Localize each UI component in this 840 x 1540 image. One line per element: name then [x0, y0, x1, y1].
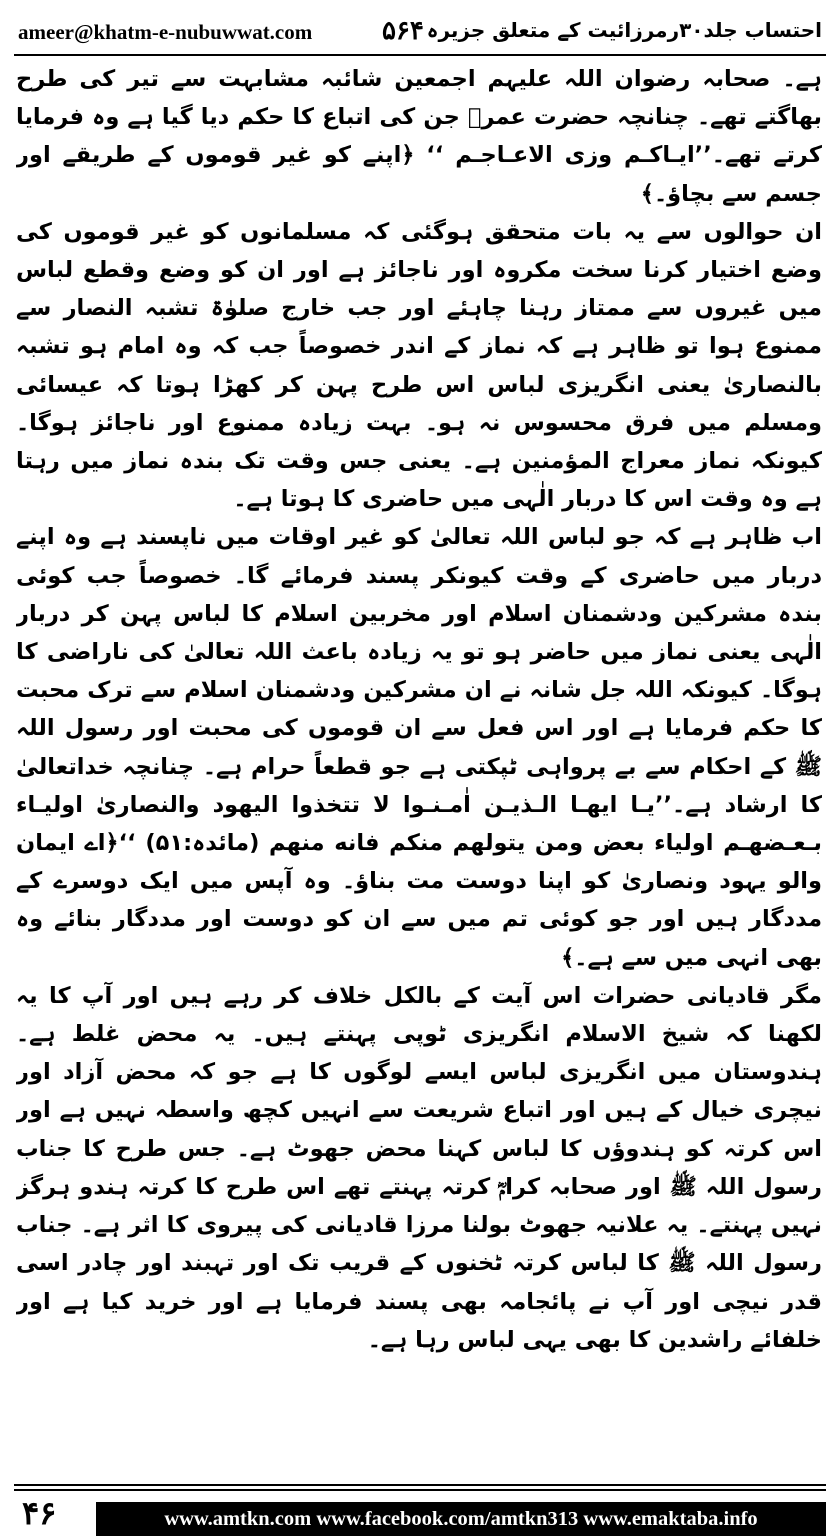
body-text	[16, 60, 822, 1472]
page-footer	[14, 1496, 826, 1538]
page-number: ۵۶۴	[382, 16, 424, 46]
paragraph-2: ان حوالوں سے یہ بات متحقق ہوگئی کہ مسلمانوں کو غیر قوموں کی وضع اختیار کرنا سخت مکروہ اور ناجائز ہے اور ان کو وضع وقطع لباس میں غیروں سے ممتاز رہنا چاہئے اور جب خارج صلوٰۃ تشبہ النصار سے ممنوع ہوا تو ظاہر ہے کہ نماز کے اندر خصوصاً جب کہ وہ امام ہو تشبہ بالنصاریٰ یعنی انگریزی لباس اس طرح پہن کر کھڑا ہوتا کہ عیسائی ومسلم میں فرق محسوس نہ ہو۔ بہت زیادہ ممنوع اور ناجائز ہوگا۔ کیونکہ نماز معراج المؤمنین ہے۔ یعنی جس وقت تک بندہ نماز میں رہتا ہے وہ وقت اس کا دربار الٰہی میں حاضری کا ہوتا ہے۔	[16, 218, 822, 513]
folio-number: ۴۶	[22, 1494, 57, 1532]
page-header	[14, 8, 826, 52]
paragraph-4: مگر قادیانی حضرات اس آیت کے بالکل خلاف کر رہے ہیں اور آپ کا یہ لکھنا کہ شیخ الاسلام انگریزی ٹوپی پہنتے ہیں۔ یہ محض غلط ہے۔ ہندوستان میں انگریزی لباس ایسے لوگوں کا ہے جو کہ محض آزاد اور نیچری خیال کے ہیں اور اتباع شریعت سے انہیں کچھ واسطہ نہیں ہے اور اس کرتہ کو ہندوؤں کا لباس کہنا محض جھوٹ ہے۔ جس طرح کا جناب رسول اللہ ﷺ اور صحابہ کرامؓ کرتہ پہنتے تھے اس طرح کا کرتہ ہندو ہرگز نہیں پہنتے۔ یہ علانیہ جھوٹ بولنا مرزا قادیانی کی پیروی کا اثر ہے۔ جناب رسول اللہ ﷺ کا لباس کرتہ ٹخنوں کے قریب تک اور تہبند اور چادر اسی قدر نیچی اور آپ نے پائجامہ بھی پسند فرمایا ہے اور خرید کیا ہے اور خلفائے راشدین کا بھی یہی لباس رہا ہے۔	[16, 982, 822, 1353]
website-banner: www.amtkn.com www.facebook.com/amtkn313 www.emaktaba.info	[96, 1502, 826, 1536]
header-rule	[14, 54, 826, 56]
email-address: ameer@khatm-e-nubuwwat.com	[18, 20, 313, 44]
paragraph-3: اب ظاہر ہے کہ جو لباس اللہ تعالیٰ کو غیر اوقات میں ناپسند ہے وہ اپنے دربار میں حاضری کے وقت کیونکر پسند فرمائے گا۔ خصوصاً جب کوئی بندہ مشرکین ودشمنان اسلام اور مخربین اسلام کا لباس پہن کر دربار الٰہی یعنی نماز میں حاضر ہو تو یہ زیادہ باعث اللہ تعالیٰ کی ناراضی کا ہوگا۔ کیونکہ اللہ جل شانہ نے ان مشرکین ودشمنان اسلام سے ترک محبت کا حکم فرمایا ہے اور اس فعل سے ان قوموں کی محبت اور رسول اللہ ﷺ کے احکام سے بے پرواہی ٹپکتی ہے جو قطعاً حرام ہے۔ چنانچہ خداتعالیٰ کا ارشاد ہے۔’’یـا ایهـا الـذیـن اٰمـنـوا لا تتخذوا الیهود والنصاریٰ اولیـاء بـعـضهـم اولیاء بعض ومن یتولهم منکم فانه منهم (مائدہ:۵۱) ‘‘﴿اے ایمان والو یہود ونصاریٰ کو اپنا دوست مت بناؤ۔ وہ آپس میں ایک دوسرے کے مددگار ہیں اور جو کوئی تم میں سے ان کو دوست اور مددگار بنائے وہ بھی انہی میں سے ہے۔﴾	[16, 524, 822, 971]
paragraph-1: ہے۔ صحابہ رضوان اللہ علیہم اجمعین شائبہ مشابہت سے تیر کی طرح بھاگتے تھے۔ چنانچہ حضرت عمرؓ جن کی اتباع کا حکم دیا گیا ہے وہ فرمایا کرتے تھے۔’’ایـاکـم وزی الاعـاجـم ‘‘ ﴿اپنے کو غیر قوموں کے طریقے اور جسم سے بچاؤ۔﴾	[16, 66, 822, 207]
running-title: احتساب جلد۳۰رمرزائیت کے متعلق جزیرہ	[426, 18, 822, 42]
footer-rule-bottom	[14, 1489, 826, 1491]
footer-rule-top	[14, 1484, 826, 1486]
